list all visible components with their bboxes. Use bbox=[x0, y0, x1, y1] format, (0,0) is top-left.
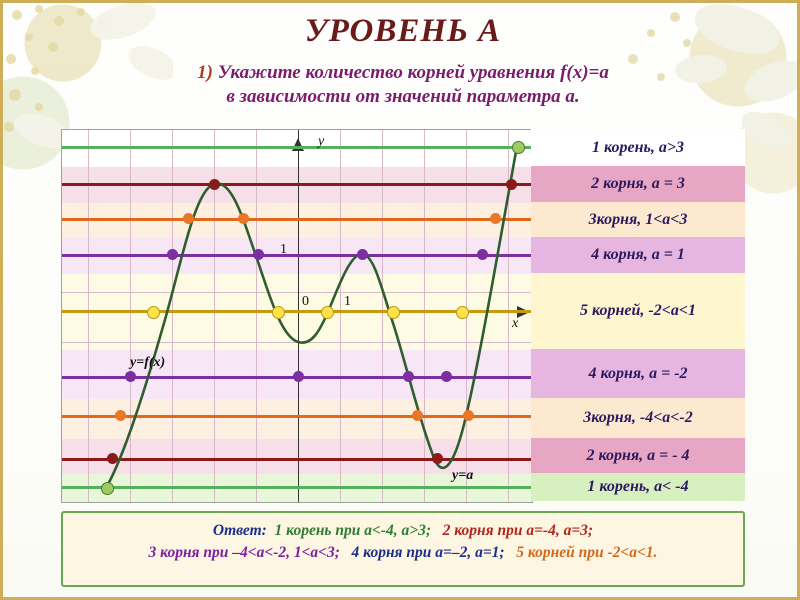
page-title: УРОВЕНЬ А bbox=[304, 13, 502, 49]
intersection-point bbox=[238, 213, 249, 224]
line-label: y=a bbox=[452, 468, 474, 483]
origin-label: 0 bbox=[302, 294, 309, 309]
intersection-point bbox=[477, 249, 488, 260]
intersection-point bbox=[107, 453, 118, 464]
intersection-point bbox=[387, 306, 400, 319]
answer-part-2: 2 корня при а=-4, а=3; bbox=[442, 522, 594, 539]
task-line-2: в зависимости от значений параметра а. bbox=[226, 85, 580, 107]
answer-box bbox=[61, 511, 745, 587]
function-graph bbox=[61, 129, 533, 503]
intersection-point bbox=[403, 371, 414, 382]
curve-label: y=f(x) bbox=[130, 355, 166, 370]
legend-row-2-roots-a-eq-3 bbox=[531, 166, 745, 202]
x-tick-1-label: 1 bbox=[344, 294, 351, 309]
intersection-point bbox=[456, 306, 469, 319]
answer-part-4: 4 корня при а=–2, а=1; bbox=[351, 544, 505, 562]
intersection-point bbox=[432, 453, 443, 464]
legend-label: 2 корня, а = 3 bbox=[591, 175, 685, 192]
legend-label: 3корня, 1<a<3 bbox=[588, 210, 688, 228]
answer-label: Ответ: bbox=[212, 522, 267, 539]
intersection-point bbox=[357, 249, 368, 260]
intersection-point bbox=[115, 410, 126, 421]
task-number: 1) bbox=[197, 62, 213, 83]
intersection-point bbox=[253, 249, 264, 260]
legend-row-4-roots-a-eq-minus2 bbox=[531, 349, 745, 398]
intersection-point bbox=[490, 213, 501, 224]
legend-label: 4 корня, а = -2 bbox=[588, 364, 688, 382]
legend-label: 4 корня, а = 1 bbox=[591, 246, 685, 263]
intersection-point bbox=[506, 179, 517, 190]
legend-label: 1 корень, а>3 bbox=[592, 138, 684, 156]
intersection-point bbox=[512, 141, 525, 154]
answer-line-2 bbox=[71, 542, 735, 564]
legend-label: 5 корней, -2<a<1 bbox=[580, 302, 696, 319]
intersection-point bbox=[412, 410, 423, 421]
intersection-point bbox=[272, 306, 285, 319]
legend-row-4-roots-a-eq-1 bbox=[531, 237, 745, 273]
intersection-point bbox=[101, 482, 114, 495]
legend-row-3-roots-1-lt-a-lt-3 bbox=[531, 202, 745, 237]
legend-label: 1 корень, а< -4 bbox=[587, 478, 689, 495]
legend-label: 3корня, -4<a<-2 bbox=[583, 409, 693, 426]
x-axis-label: x bbox=[512, 316, 519, 331]
intersection-point bbox=[125, 371, 136, 382]
legend-row-2-roots-a-eq-minus4 bbox=[531, 438, 745, 473]
intersection-point bbox=[167, 249, 178, 260]
legend-row-3-roots-minus4-lt-a-lt-minus2 bbox=[531, 398, 745, 438]
legend-row-1-root-a-lt-minus4 bbox=[531, 473, 745, 501]
task-line-1: Укажите количество корней уравнения f(x)=a bbox=[217, 62, 609, 83]
intersection-point bbox=[183, 213, 194, 224]
answer-line-1 bbox=[71, 520, 735, 542]
intersection-point bbox=[441, 371, 452, 382]
legend-row-5-roots bbox=[531, 273, 745, 349]
answer-part-1: 1 корень при a<-4, а>3; bbox=[274, 522, 431, 539]
intersection-point bbox=[463, 410, 474, 421]
legend-row-1-root-a-gt-3 bbox=[531, 129, 745, 166]
intersection-point bbox=[209, 179, 220, 190]
roots-legend bbox=[531, 129, 745, 501]
y-axis-label: y bbox=[318, 134, 325, 149]
y-tick-1-label: 1 bbox=[280, 242, 287, 257]
answer-part-5: 5 корней при -2<a<1. bbox=[516, 544, 658, 562]
intersection-point bbox=[293, 371, 304, 382]
answer-part-3: 3 корня при –4<a<-2, 1<a<3; bbox=[148, 544, 340, 562]
intersection-point bbox=[321, 306, 334, 319]
intersection-point bbox=[147, 306, 160, 319]
task-statement bbox=[63, 61, 743, 109]
legend-label: 2 корня, а = - 4 bbox=[586, 446, 690, 464]
